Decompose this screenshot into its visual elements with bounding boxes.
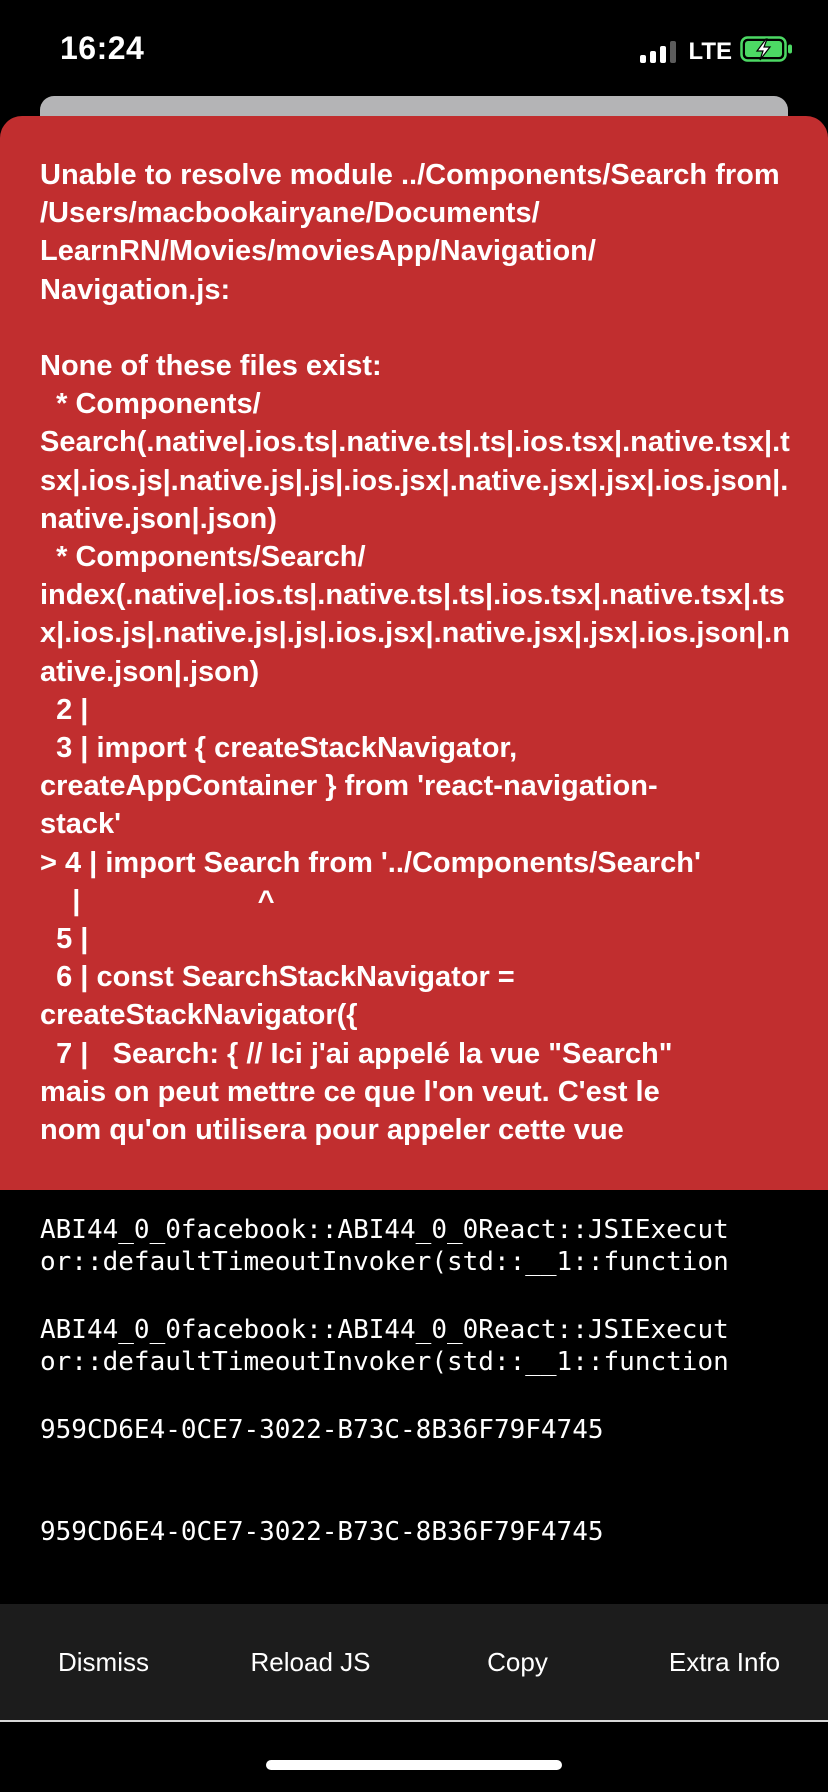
- signal-bars-icon: [640, 41, 676, 63]
- reload-js-button[interactable]: Reload JS: [207, 1604, 414, 1720]
- stack-frame[interactable]: 959CD6E4-0CE7-3022-B73C-8B36F79F4745: [40, 1517, 604, 1547]
- status-icons: [640, 36, 794, 67]
- status-bar: [0, 0, 828, 100]
- stack-trace[interactable]: [0, 1190, 828, 1604]
- network-type-label: LTE: [688, 37, 732, 65]
- home-indicator[interactable]: [266, 1760, 562, 1770]
- dismiss-button[interactable]: Dismiss: [0, 1604, 207, 1720]
- stack-frame[interactable]: 959CD6E4-0CE7-3022-B73C-8B36F79F4745: [40, 1415, 604, 1445]
- error-toolbar: [0, 1604, 828, 1722]
- extra-info-button[interactable]: Extra Info: [621, 1604, 828, 1720]
- error-message: Unable to resolve module ../Components/Search from /Users/macbookairyane/Documents/ LearnRN/Movies/moviesApp/Navigation/ Navigation.js: None of these files exist: * Components/ Search(.native|.ios.ts|.native.ts|.ts|.ios.tsx|.native.tsx|.tsx|.ios.js|.native.js|.js|.ios.jsx|.native.jsx|.jsx|.ios.json|.native.json|.json) * Components/Search/ index(.native|.ios.ts|.native.ts|.ts|.ios.tsx|.native.tsx|.tsx|.ios.js|.native.js|.js|.ios.jsx|.native.jsx|.jsx|.ios.json|.native.json|.json) 2 | 3 | import { createStackNavigator, createAppContainer } from 'react-navigation- stack' > 4 | import Search from '../Components/Search' | ^ 5 | 6 | const SearchStackNavigator = createStackNavigator({ 7 | Search: { // Ici j'ai appelé la vue "Search" mais on peut mettre ce que l'on veut. C'est le nom qu'on utilisera pour appeler cette vue: [40, 159, 790, 1147]
- error-panel: [0, 116, 828, 1190]
- battery-charging-icon: [740, 36, 794, 67]
- stack-frame[interactable]: ABI44_0_0facebook::ABI44_0_0React::JSIExecut or::defaultTimeoutInvoker(std::__1::function: [40, 1315, 729, 1377]
- copy-button[interactable]: Copy: [414, 1604, 621, 1720]
- status-time: 16:24: [60, 30, 145, 66]
- stack-frame[interactable]: ABI44_0_0facebook::ABI44_0_0React::JSIExecut or::defaultTimeoutInvoker(std::__1::function: [40, 1215, 729, 1277]
